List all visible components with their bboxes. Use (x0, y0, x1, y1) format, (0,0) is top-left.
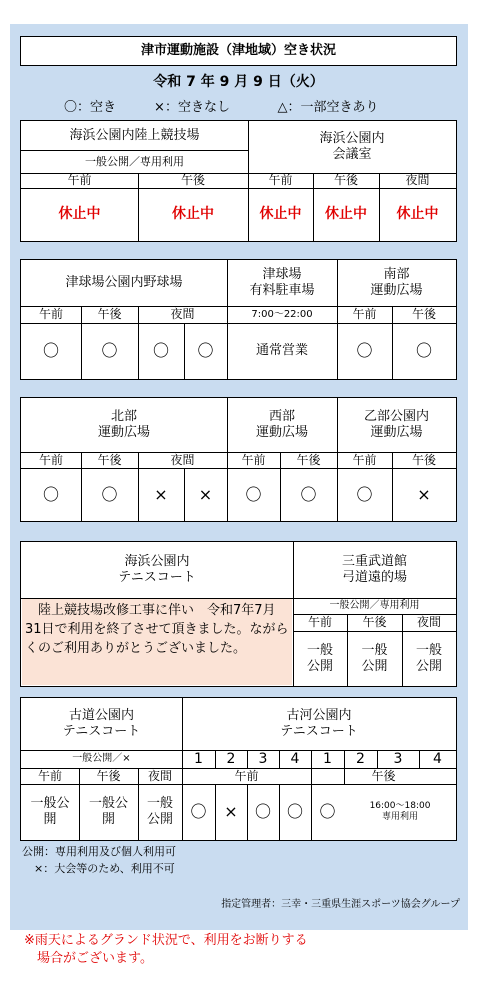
status-cell: × (417, 484, 431, 504)
footnote-cross: ×：大会等のため、利用不可 (34, 862, 175, 875)
court-number: 4 (290, 750, 300, 767)
footnote-public: 公開：専用利用及び個人利用可 (22, 845, 176, 858)
slot-header: 午前 (234, 768, 259, 783)
court-number: 1 (323, 750, 332, 767)
status-cell: 〇 (300, 484, 317, 504)
slot-header: 午前 (268, 173, 293, 188)
facility-name: 三重武道館 弓道遠的場 (341, 554, 407, 585)
slot-header: 午前 (352, 307, 377, 322)
status-cell: 〇 (42, 484, 59, 504)
slot-header: 午後 (96, 768, 121, 783)
section-baseball (20, 259, 457, 380)
court-number: 2 (226, 750, 236, 767)
slot-header: 午後 (296, 452, 321, 467)
slot-header: 夜間 (147, 768, 172, 783)
status-cell: 休止中 (58, 206, 101, 223)
slot-header: 夜間 (170, 452, 195, 467)
slot-header: 午後 (362, 615, 387, 630)
slot-header: 午後 (97, 307, 122, 322)
slot-header: 午前 (352, 452, 377, 467)
usage-type: 一般公開／専用利用 (85, 154, 184, 168)
court-number: 2 (356, 750, 365, 767)
facility-name: 海浜公園内 テニスコート (118, 554, 196, 585)
slot-header: 午後 (333, 173, 358, 188)
status-cell: 〇 (356, 341, 373, 361)
facility-name: 乙部公園内 運動広場 (363, 409, 429, 440)
status-cell: 通常営業 (255, 343, 308, 359)
slot-header: 午前 (38, 452, 63, 467)
slot-header: 午前 (241, 452, 266, 467)
status-cell: 〇 (101, 341, 118, 361)
section-tennis-archery (20, 541, 457, 687)
facility-name: 海浜公園内 会議室 (319, 131, 385, 162)
section-sports-grounds (20, 397, 457, 522)
facility-name: 津球場公園内野球場 (65, 275, 183, 291)
usage-type: 一般公開／専用利用 (329, 600, 420, 611)
status-cell: 〇 (190, 802, 207, 822)
status-cell: 〇 (101, 484, 118, 504)
status-cell: 休止中 (259, 206, 302, 223)
status-cell: 〇 (415, 341, 432, 361)
legend-available: 〇：空き (63, 100, 116, 116)
slot-header: 午前 (38, 307, 63, 322)
slot-header: 午後 (97, 452, 122, 467)
status-cell: 〇 (152, 341, 169, 361)
status-cell: 〇 (286, 802, 303, 822)
facility-name: 北部 運動広場 (97, 409, 150, 440)
status-cell: 〇 (254, 802, 271, 822)
status-cell: 16:00～18:00 専用利用 (369, 801, 431, 822)
section-kaihin-track (20, 120, 457, 242)
legend-partial: △：一部空きあり (277, 100, 379, 116)
status-cell: 〇 (42, 341, 59, 361)
status-cell: 一般公 開 (30, 796, 70, 827)
facility-name: 南部 運動広場 (370, 267, 423, 298)
slot-header: 午後 (371, 768, 396, 783)
status-cell: × (154, 484, 168, 504)
status-cell: 休止中 (396, 206, 439, 223)
slot-header: 夜間 (170, 307, 195, 322)
court-number: 4 (433, 750, 442, 767)
slot-header: 午前 (307, 615, 332, 630)
slot-header: 午前 (37, 768, 62, 783)
slot-header: 午後 (411, 452, 436, 467)
status-cell: 一般公 開 (88, 796, 128, 827)
slot-header: 午前 (67, 173, 92, 188)
status-cell: 〇 (245, 484, 262, 504)
manager-label: 指定管理者：三幸・三重県生涯スポーツ協会グループ (221, 899, 460, 910)
status-cell: 一般 公開 (415, 642, 442, 674)
closure-notice: 陸上競技場改修工事に伴い 令和7年7月31日で利用を終了させて頂きました。ながらくのご利用ありがとうございました。 (25, 603, 289, 656)
court-number: 1 (194, 750, 203, 767)
status-cell: × (198, 484, 213, 504)
facility-name: 西部 運動広場 (255, 409, 308, 440)
title-box (20, 36, 457, 66)
slot-header: 7:00～22:00 (251, 308, 313, 320)
status-cell: 〇 (319, 802, 336, 822)
slot-header: 夜間 (405, 173, 430, 188)
facility-name: 津球場 有料駐車場 (249, 267, 315, 298)
legend-unavailable: ×：空きなし (154, 100, 230, 116)
rain-notice: ※雨天によるグランド状況で、利用をお断りする 場合がございます。 (24, 933, 308, 966)
status-cell: 〇 (197, 341, 214, 361)
status-cell: × (224, 802, 238, 822)
status-cell: 一般 公開 (361, 642, 388, 674)
section-tennis-courts (20, 697, 457, 841)
page-title: 津市運動施設（津地域）空き状況 (140, 43, 336, 59)
status-cell: 〇 (356, 484, 373, 504)
slot-header: 夜間 (416, 615, 441, 630)
facility-name: 海浜公園内陸上競技場 (69, 127, 200, 143)
date-label: 令和 7 年 9 月 9 日（火） (153, 73, 324, 90)
facility-name: 古河公園内 テニスコート (280, 708, 358, 739)
court-number: 3 (393, 750, 403, 767)
court-number: 3 (258, 750, 268, 767)
slot-header: 午後 (180, 173, 205, 188)
status-cell: 一般 公開 (306, 642, 333, 674)
facility-name: 古道公園内 テニスコート (62, 708, 141, 739)
status-cell: 休止中 (325, 206, 367, 223)
usage-type: 一般公開／× (72, 753, 131, 764)
slot-header: 午後 (411, 307, 436, 322)
status-cell: 休止中 (172, 206, 214, 223)
status-cell: 一般 公開 (146, 796, 173, 827)
